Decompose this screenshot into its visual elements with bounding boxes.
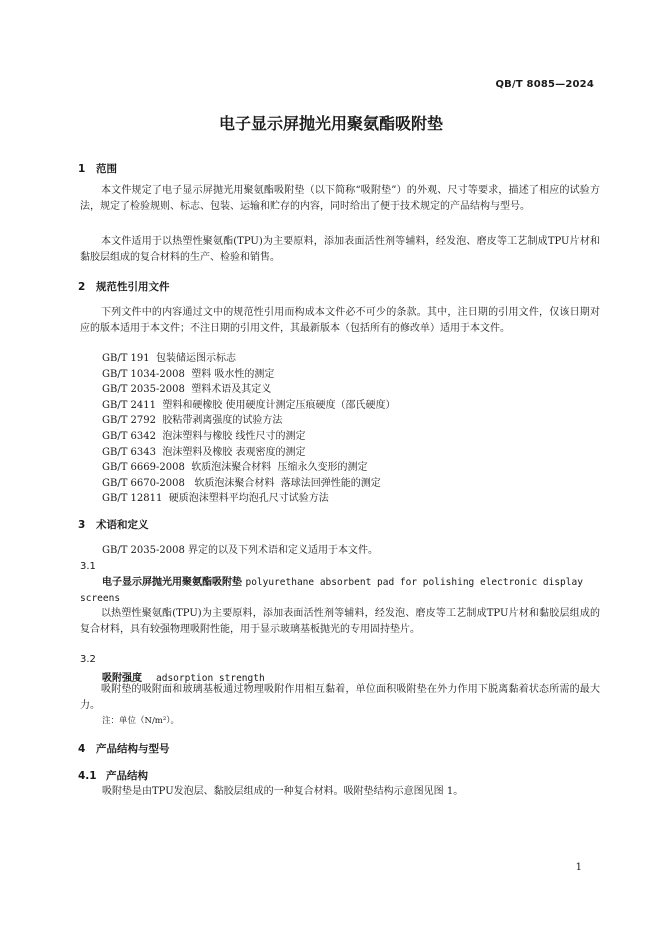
scope-paragraph-2: 本文件适用于以热塑性聚氨酯(TPU)为主要原料，添加表面活性剂等辅料，经发泡、磨皮等工艺制成TPU片材和黏胶层组成的复合材料的生产、检验和销售。 <box>80 236 600 263</box>
subsection-number: 4.1 <box>78 770 97 782</box>
page-number: 1 <box>575 862 582 873</box>
term-chinese: 吸附强度 <box>102 673 142 684</box>
terms-intro: GB/T 2035-2008 界定的以及下列术语和定义适用于本文件。 <box>102 545 379 556</box>
term-3-1-title <box>80 575 600 606</box>
section-title: 术语和定义 <box>96 519 149 531</box>
reference-item: GB/T 6670-2008 软质泡沫聚合材料 落球法回弹性能的测定 <box>102 477 381 489</box>
section-title: 产品结构与型号 <box>96 743 170 755</box>
section-4-heading <box>78 741 170 756</box>
reference-item: GB/T 6343 泡沫塑料及橡胶 表观密度的测定 <box>102 446 306 458</box>
term-3-1-definition: 以热塑性聚氨酯(TPU)为主要原料，添加表面活性剂等辅料，经发泡、磨皮等工艺制成TPU片材和黏胶层组成的复合材料，具有较强物理吸附性能，用于显示玻璃基板抛光的专用固持垫片。 <box>80 608 600 635</box>
section-title: 范围 <box>96 163 117 175</box>
section-number: 2 <box>78 281 86 293</box>
references-intro: 下列文件中的内容通过文中的规范性引用而构成本文件必不可少的条款。其中，注日期的引用文件，仅该日期对应的版本适用于本文件；不注日期的引用文件，其最新版本（包括所有的修改单）适用于本文件。 <box>80 307 600 334</box>
term-3-2-note: 注：单位（N/m²）。 <box>102 716 180 726</box>
reference-item: GB/T 6669-2008 软质泡沫聚合材料 压缩永久变形的测定 <box>102 462 368 474</box>
document-title: 电子显示屏抛光用聚氨酯吸附垫 <box>218 114 443 133</box>
term-english: adsorption strength <box>156 673 265 684</box>
section-title: 规范性引用文件 <box>96 281 170 293</box>
reference-item: GB/T 1034-2008 塑料 吸水性的测定 <box>102 368 275 380</box>
reference-item: GB/T 12811 硬质泡沫塑料平均泡孔尺寸试验方法 <box>102 493 329 505</box>
scope-paragraph-1: 本文件规定了电子显示屏抛光用聚氨酯吸附垫（以下简称“吸附垫”）的外观、尺寸等要求，描述了相应的试验方法，规定了检验规则、标志、包装、运输和贮存的内容，同时给出了便于技术规定的产品结构与型号。 <box>80 185 600 212</box>
term-3-2-definition: 吸附垫的吸附面和玻璃基板通过物理吸附作用相互黏着，单位面积吸附垫在外力作用下脱离黏着状态所需的最大力。 <box>80 684 600 711</box>
section-number: 1 <box>78 163 86 175</box>
standard-code: QB/T 8085—2024 <box>495 79 594 90</box>
term-chinese: 电子显示屏抛光用聚氨酯吸附垫 <box>102 577 242 588</box>
subsection-title: 产品结构 <box>106 770 148 782</box>
section-number: 4 <box>78 743 86 755</box>
structure-paragraph: 吸附垫是由TPU发泡层、黏胶层组成的一种复合材料。吸附垫结构示意图见图 1。 <box>102 786 464 797</box>
term-english: polyurethane absorbent pad for polishing electronic display screens <box>80 577 583 604</box>
term-3-2-number: 3.2 <box>80 654 96 665</box>
section-1-heading <box>78 161 117 176</box>
term-3-1-number: 3.1 <box>80 561 96 572</box>
subsection-4-1-heading <box>78 768 148 783</box>
reference-item: GB/T 191 包装储运图示标志 <box>102 353 236 364</box>
section-3-heading <box>78 517 149 532</box>
section-2-heading <box>78 279 170 294</box>
reference-item: GB/T 2035-2008 塑料术语及其定义 <box>102 384 272 396</box>
reference-item: GB/T 2411 塑料和硬橡胶 使用硬度计测定压痕硬度（邵氏硬度） <box>102 399 396 411</box>
reference-item: GB/T 6342 泡沫塑料与橡胶 线性尺寸的测定 <box>102 430 306 442</box>
reference-item: GB/T 2792 胶粘带剥离强度的试验方法 <box>102 415 283 427</box>
section-number: 3 <box>78 519 86 531</box>
reference-list <box>102 351 396 507</box>
